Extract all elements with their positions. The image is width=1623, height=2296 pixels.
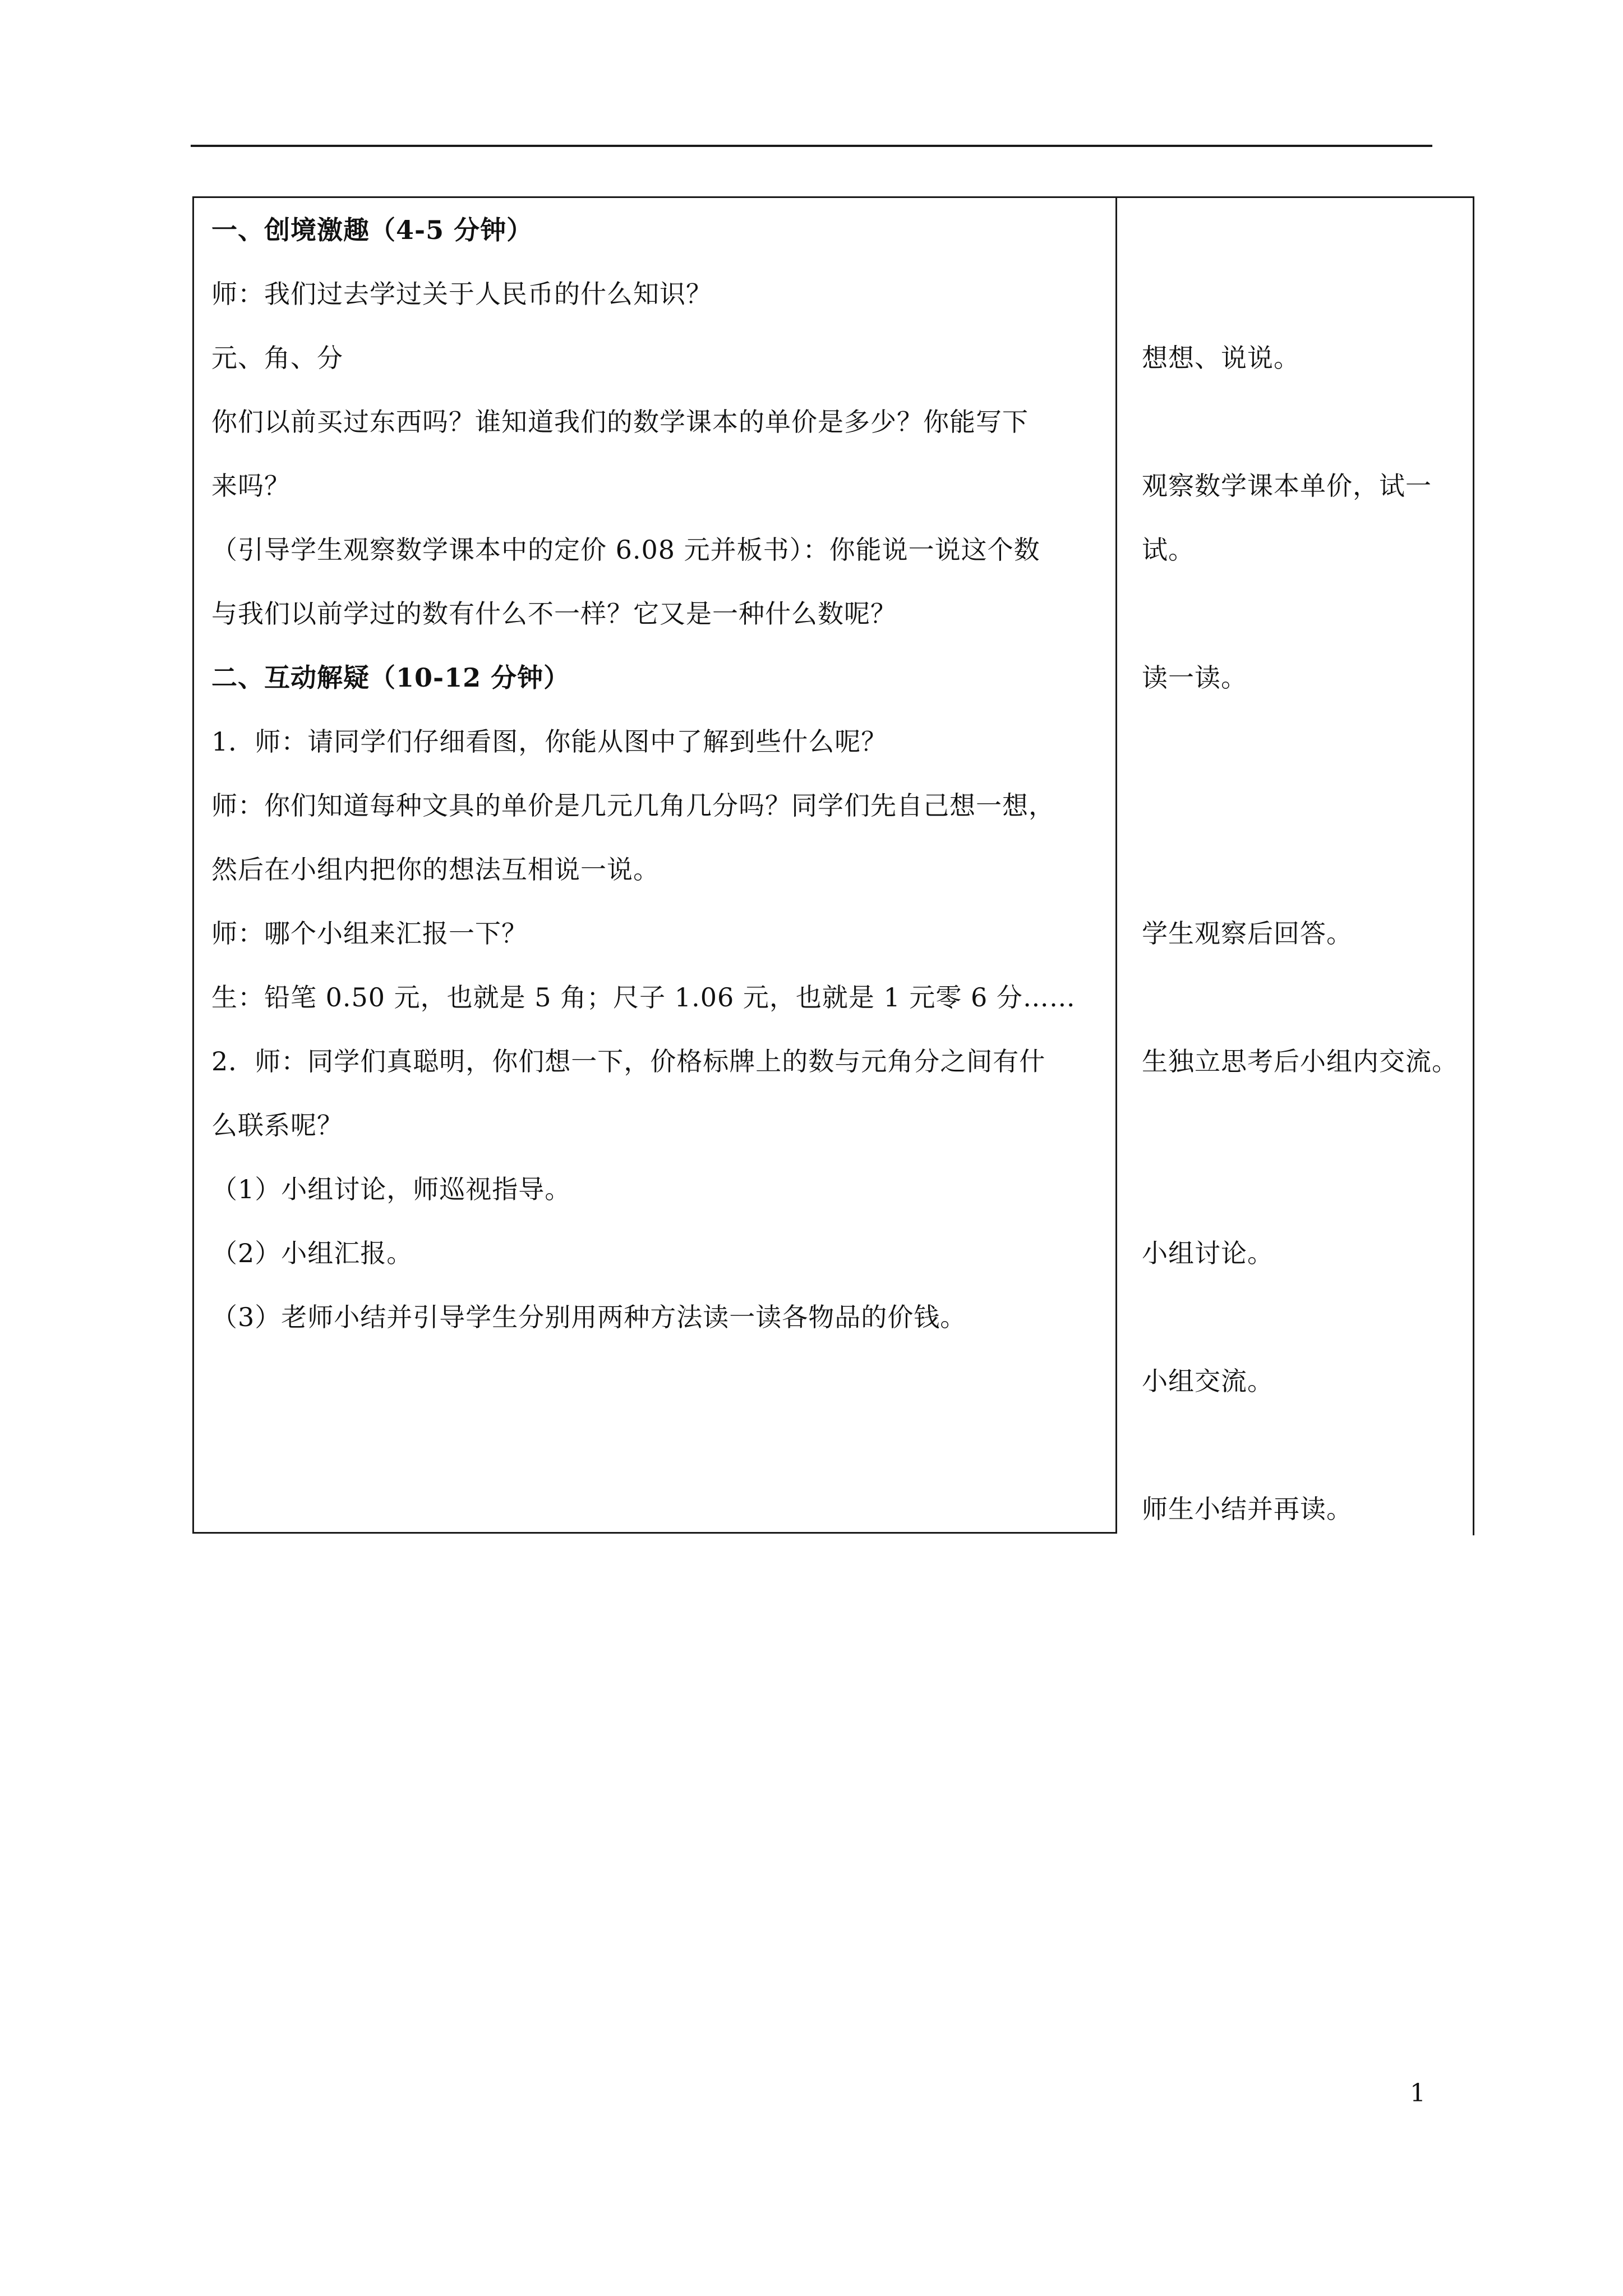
student-activity-line: 生独立思考后小组内交流。	[1142, 1046, 1458, 1076]
teacher-line: 生：铅笔 0.50 元，也就是 5 角；尺子 1.06 元，也就是 1 元零 6 分……	[211, 982, 1076, 1013]
teacher-line: 1．师：请同学们仔细看图，你能从图中了解到些什么呢？	[211, 726, 888, 757]
teacher-line: （2）小组汇报。	[211, 1238, 413, 1268]
section-heading-interaction: 二、互动解疑（10-12 分钟）	[211, 662, 570, 693]
teacher-line: 么联系呢？	[211, 1110, 343, 1140]
student-activity-line: 学生观察后回答。	[1142, 918, 1353, 949]
student-activity-line: 小组交流。	[1142, 1366, 1274, 1396]
teacher-line: （3）老师小结并引导学生分别用两种方法读一读各物品的价钱。	[211, 1302, 967, 1332]
teacher-line: 然后在小组内把你的想法互相说一说。	[211, 854, 660, 885]
header-rule	[191, 145, 1432, 147]
teacher-line: （引导学生观察数学课本中的定价 6.08 元并板书）：你能说一说这个数	[211, 535, 1040, 565]
student-activity-line: 想想、说说。	[1142, 343, 1300, 373]
student-activity-line: 师生小结并再读。	[1142, 1494, 1353, 1524]
teacher-line: （1）小组讨论，师巡视指导。	[211, 1174, 571, 1204]
student-activity-line: 读一读。	[1142, 662, 1247, 693]
teacher-line: 你们以前买过东西吗？谁知道我们的数学课本的单价是多少？你能写下	[211, 407, 1029, 437]
teacher-line: 师：你们知道每种文具的单价是几元几角几分吗？同学们先自己想一想，	[211, 790, 1055, 821]
teacher-line: 2．师：同学们真聪明，你们想一下，价格标牌上的数与元角分之间有什	[211, 1046, 1046, 1076]
student-activity-line: 试。	[1142, 535, 1195, 565]
student-column-top-border	[1117, 196, 1474, 198]
teacher-line: 与我们以前学过的数有什么不一样？它又是一种什么数呢？	[211, 599, 897, 629]
teacher-line: 师：我们过去学过关于人民币的什么知识？	[211, 279, 712, 309]
teacher-line: 来吗？	[211, 471, 291, 501]
teacher-line: 元、角、分	[211, 343, 343, 373]
student-column-right-border	[1473, 196, 1474, 1535]
student-activity-line: 观察数学课本单价，试一	[1142, 471, 1432, 501]
teacher-line: 师：哪个小组来汇报一下？	[211, 918, 528, 949]
page-number: 1	[1410, 2079, 1426, 2108]
section-heading-intro: 一、创境激趣（4-5 分钟）	[211, 215, 533, 245]
student-activity-line: 小组讨论。	[1142, 1238, 1274, 1268]
